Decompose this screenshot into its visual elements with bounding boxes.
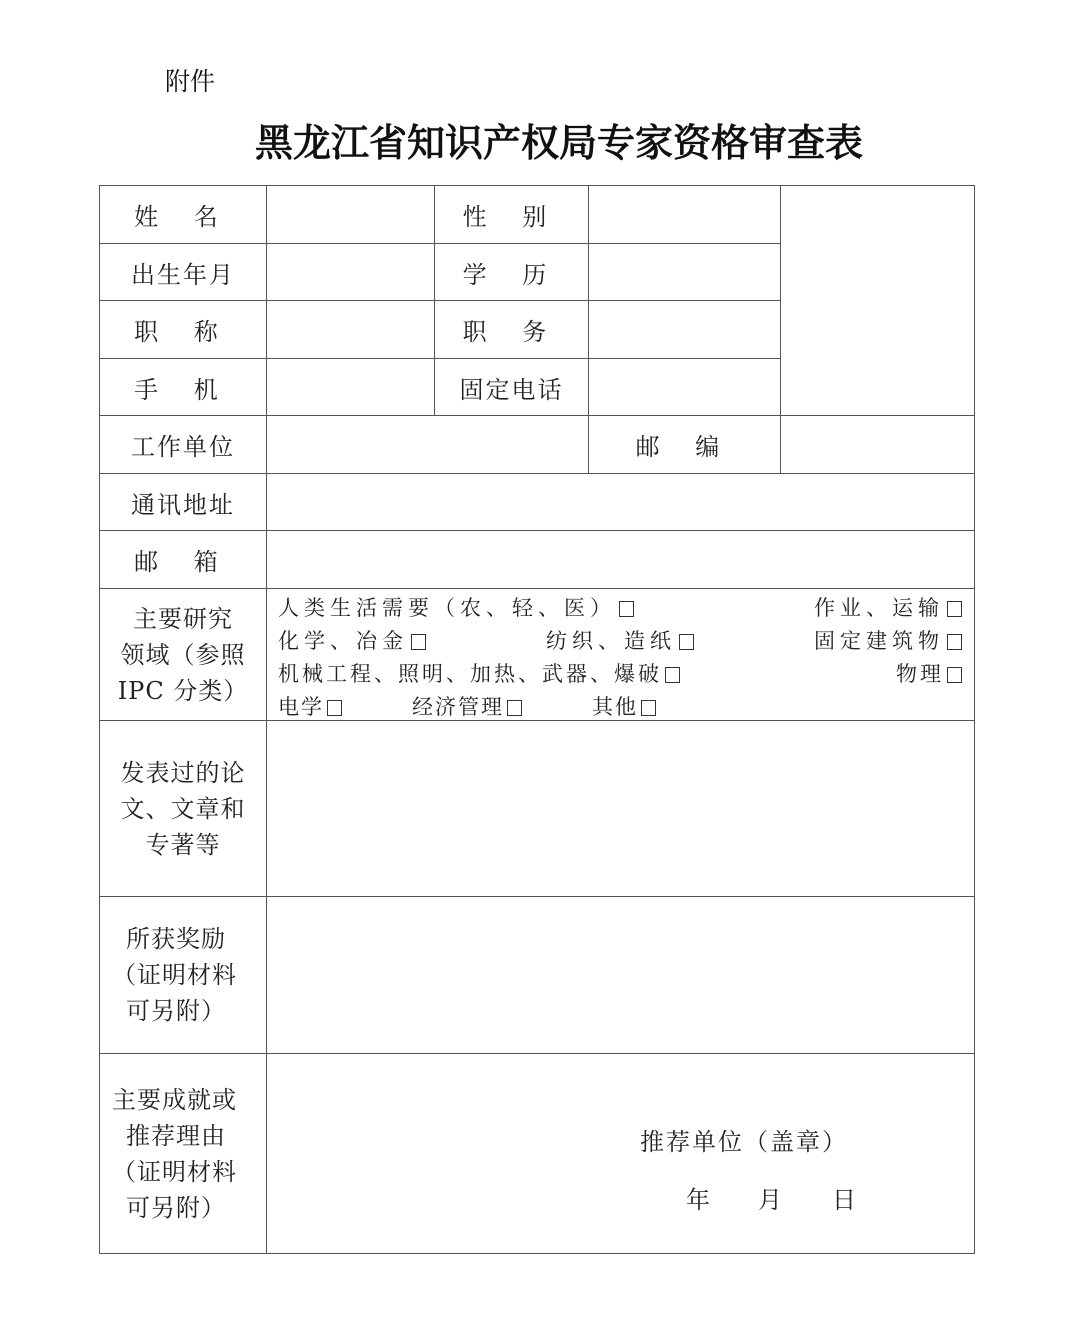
research-label-line: IPC 分类） [117, 676, 249, 705]
awards-label-line: 所获奖励 [126, 925, 226, 953]
research-option-electricity[interactable]: 电学 [278, 691, 342, 721]
papers-label-line: 专著等 [145, 830, 221, 859]
table-border-bottom [99, 1253, 975, 1254]
achievements-label-line: 推荐理由 [126, 1121, 226, 1150]
research-option-chemistry[interactable]: 化学、冶金 [278, 625, 426, 655]
page-title: 黑龙江省知识产权局专家资格审查表 [254, 120, 863, 165]
position-field[interactable] [589, 301, 780, 358]
papers-label [100, 721, 266, 896]
papers-label-line: 发表过的论 [120, 758, 246, 787]
achievements-label-line: 可另附） [126, 1193, 226, 1222]
postcode-label: 邮 编 [635, 433, 734, 461]
research-option-mechanical[interactable]: 机械工程、照明、加热、武器、爆破 [278, 658, 680, 688]
awards-label [100, 897, 266, 1053]
achievements-label-line: 主要成就或 [112, 1085, 237, 1114]
research-option-buildings[interactable]: 固定建筑物 [814, 625, 962, 655]
landline-field[interactable] [589, 359, 780, 415]
research-option-physics[interactable]: 物理 [896, 658, 962, 688]
research-option-textiles[interactable]: 纺织、造纸 [546, 625, 694, 655]
education-label: 学 历 [462, 260, 561, 289]
research-label-line: 领域（参照 [120, 640, 246, 669]
gender-field[interactable] [589, 186, 780, 243]
birth-label: 出生年月 [131, 260, 235, 289]
landline-label: 固定电话 [459, 375, 564, 404]
research-field-label [100, 589, 266, 720]
date-year-label: 年 [686, 1186, 710, 1214]
title-label: 职 称 [134, 318, 232, 346]
email-label: 邮 箱 [134, 548, 232, 576]
checkbox-icon[interactable] [327, 700, 342, 716]
checkbox-icon[interactable] [679, 634, 694, 650]
address-field[interactable] [267, 474, 974, 530]
papers-field[interactable] [267, 721, 974, 896]
research-options-row [278, 658, 962, 688]
birth-field[interactable] [267, 244, 434, 300]
achievements-label [100, 1054, 266, 1253]
position-label: 职 务 [462, 318, 561, 346]
email-field[interactable] [267, 531, 974, 588]
awards-label-line: 可另附） [126, 997, 226, 1025]
table-border-right [974, 185, 975, 1254]
research-options-row [278, 592, 962, 622]
title-field[interactable] [267, 301, 434, 358]
papers-label-line: 文、文章和 [120, 794, 246, 823]
research-option-human-necessities[interactable]: 人类生活需要（农、轻、医） [278, 592, 634, 622]
date-month-label: 月 [758, 1186, 782, 1214]
research-option-transport[interactable]: 作业、运输 [814, 592, 962, 622]
checkbox-icon[interactable] [619, 601, 634, 617]
checkbox-icon[interactable] [947, 601, 962, 617]
recommender-stamp-label: 推荐单位（盖章） [640, 1128, 848, 1156]
mobile-label: 手 机 [134, 375, 232, 404]
photo-field[interactable] [781, 186, 974, 415]
checkbox-icon[interactable] [641, 700, 656, 716]
research-label-line: 主要研究 [133, 604, 233, 633]
employer-field[interactable] [267, 416, 588, 473]
checkbox-icon[interactable] [507, 700, 522, 716]
checkbox-icon[interactable] [411, 634, 426, 650]
attachment-label: 附件 [165, 67, 216, 96]
achievements-field[interactable] [267, 1054, 974, 1253]
checkbox-icon[interactable] [947, 667, 962, 683]
education-field[interactable] [589, 244, 780, 300]
awards-field[interactable] [267, 897, 974, 1053]
research-option-other[interactable]: 其他 [592, 691, 656, 721]
achievements-label-line: （证明材料 [112, 1157, 237, 1186]
postcode-field[interactable] [781, 416, 974, 473]
checkbox-icon[interactable] [665, 667, 680, 683]
date-day-label: 日 [832, 1186, 856, 1214]
gender-label: 性 别 [462, 203, 561, 231]
research-option-economic-management[interactable]: 经济管理 [412, 691, 522, 721]
research-options-row [278, 625, 962, 655]
checkbox-icon[interactable] [947, 634, 962, 650]
employer-label: 工作单位 [131, 433, 235, 461]
name-label: 姓 名 [134, 203, 232, 231]
mobile-field[interactable] [267, 359, 434, 415]
awards-label-line: （证明材料 [112, 961, 237, 989]
name-field[interactable] [267, 186, 434, 243]
research-options-row [278, 691, 962, 721]
address-label: 通讯地址 [131, 490, 235, 519]
